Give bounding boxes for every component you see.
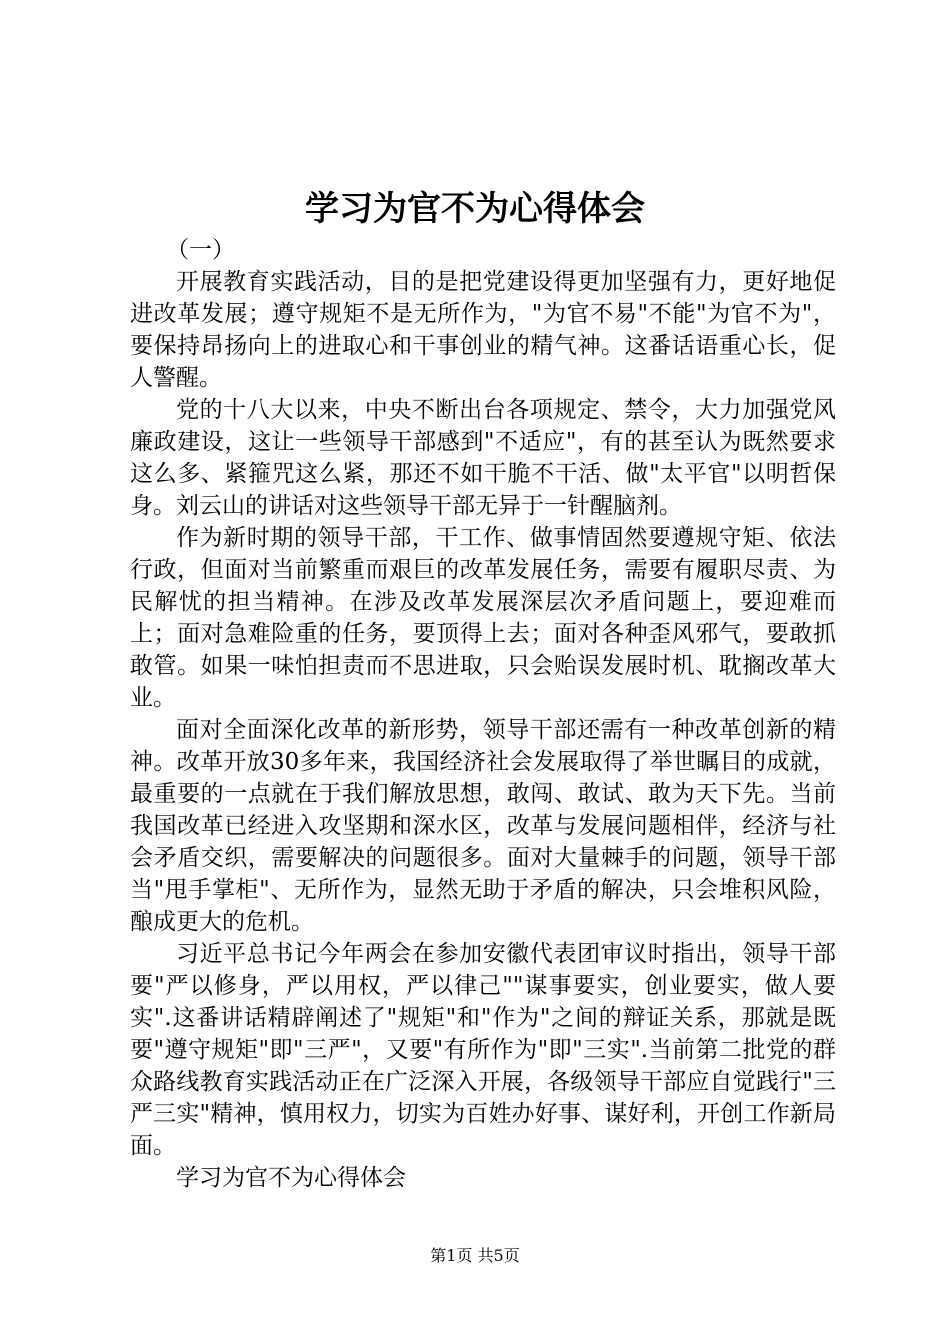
- paragraph-2: 党的十八大以来，中央不断出台各项规定、禁令，大力加强党风廉政建设，这让一些领导干部感到"不适应"，有的甚至认为既然要求这么多、紧箍咒这么紧，那还不如干脆不干活、做"太平官"以明哲保身。刘云山的讲话对这些领导干部无异于一针醒脑剂。: [130, 397, 836, 519]
- paragraph-3: 作为新时期的领导干部，干工作、做事情固然要遵规守矩、依法行政，但面对当前繁重而艰巨的改革发展任务，需要有履职尽责、为民解忧的担当精神。在涉及改革发展深层次矛盾问题上，要迎难而上；面对急难险重的任务，要顶得上去；面对各种歪风邪气，要敢抓敢管。如果一味怕担责而不思进取，只会贻误发展时机、耽搁改革大业。: [130, 525, 836, 711]
- page-footer: 第1页 共5页: [430, 1246, 520, 1265]
- paragraph-4: 面对全面深化改革的新形势，领导干部还需有一种改革创新的精神。改革开放30多年来，我国经济社会发展取得了举世瞩目的成就，最重要的一点就在于我们解放思想，敢闯、敢试、敢为天下先。当前我国改革已经进入攻坚期和深水区，改革与发展问题相伴，经济与社会矛盾交织，需要解决的问题很多。面对大量棘手的问题，领导干部当"甩手掌柜"、无所作为，显然无助于矛盾的解决，只会堆积风险，酿成更大的危机。: [130, 717, 836, 935]
- document-title: 学习为官不为心得体会: [305, 189, 645, 229]
- paragraph-6-heading: 学习为官不为心得体会: [176, 1165, 406, 1191]
- paragraph-1: 开展教育实践活动，目的是把党建设得更加坚强有力，更好地促进改革发展；遵守规矩不是无所作为，"为官不易"不能"为官不为"，要保持昂扬向上的进取心和干事创业的精气神。这番话语重心长，促人警醒。: [130, 269, 836, 391]
- paragraph-5: 习近平总书记今年两会在参加安徽代表团审议时指出，领导干部要"严以修身，严以用权，严以律己""谋事要实，创业要实，做人要实".这番讲话精辟阐述了"规矩"和"作为"之间的辩证关系，那就是既要"遵守规矩"即"三严"，又要"有所作为"即"三实".当前第二批党的群众路线教育实践活动正在广泛深入开展，各级领导干部应自觉践行"三严三实"精神，慎用权力，切实为百姓办好事、谋好利，开创工作新局面。: [130, 941, 836, 1159]
- document-body: [130, 234, 836, 1194]
- section-marker: （一）: [166, 237, 235, 263]
